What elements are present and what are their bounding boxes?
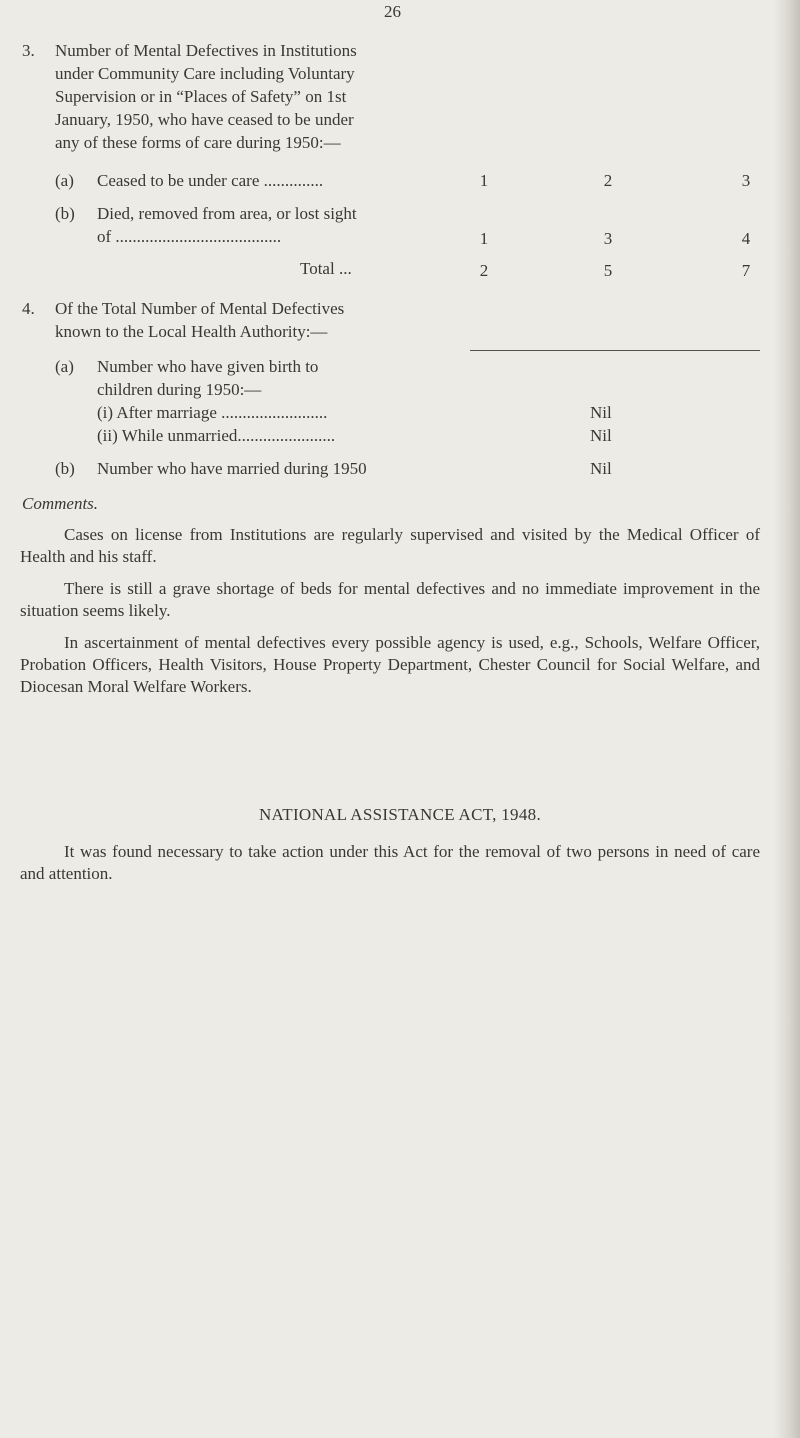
item4-a-text-2: children during 1950:— — [97, 380, 262, 399]
item4-number: 4. — [22, 299, 35, 318]
item4-a-label: (a) — [55, 357, 74, 376]
item4-i-value: Nil — [590, 403, 612, 422]
item3-a-value-1: 1 — [479, 171, 489, 190]
item3-line-5: any of these forms of care during 1950:— — [55, 133, 341, 152]
item3-total-value-3: 7 — [741, 261, 751, 280]
national-assistance-heading: NATIONAL ASSISTANCE ACT, 1948. — [258, 805, 541, 824]
item3-line-3: Supervision or in “Places of Safety” on 1st — [55, 87, 347, 106]
item3-b-text-2: of ....................................... — [97, 227, 282, 246]
item3-b-text-1: Died, removed from area, or lost sight — [97, 204, 357, 223]
comments-paragraph-3: In ascertainment of mental defectives every possible agency is used, e.g., Schools, Welfare Officer, Probation Officers, Health Visitors, House Property Department, Chester Council for Social Welfare, and Diocesan Moral Welfare Workers. — [20, 633, 760, 696]
item3-line-1: Number of Mental Defectives in Institutions — [55, 41, 357, 60]
item3-a-value-3: 3 — [741, 171, 751, 190]
item3-b-value-2: 3 — [603, 229, 613, 248]
item3-number: 3. — [22, 41, 35, 60]
item3-a-text: Ceased to be under care .............. — [97, 171, 324, 190]
item3-b-value-3: 4 — [741, 229, 751, 248]
item3-line-4: January, 1950, who have ceased to be under — [55, 110, 354, 129]
item4-a-text-1: Number who have given birth to — [97, 357, 319, 376]
item3-line-2: under Community Care including Voluntary — [55, 64, 355, 83]
comments-paragraph-1: Cases on license from Institutions are regularly supervised and visited by the Medical Officer of Health and his staff. — [20, 525, 760, 566]
item3-b-label: (b) — [55, 204, 75, 223]
item3-total-label: Total ... — [300, 259, 352, 278]
item4-ii-value: Nil — [590, 426, 612, 445]
item4-b-label: (b) — [55, 459, 75, 478]
comments-heading: Comments. — [22, 494, 99, 513]
item4-line-2: known to the Local Health Authority:— — [55, 322, 328, 341]
total-rule — [470, 350, 760, 351]
item4-b-value: Nil — [590, 459, 612, 478]
item3-b-value-1: 1 — [479, 229, 489, 248]
page-number: 26 — [384, 2, 401, 21]
comments-paragraph-2: There is still a grave shortage of beds for mental defectives and no immediate improvement in the situation seems likely. — [20, 579, 760, 620]
item3-total-value-2: 5 — [603, 261, 613, 280]
national-assistance-paragraph: It was found necessary to take action under this Act for the removal of two persons in need of care and attention. — [20, 842, 760, 883]
item3-a-label: (a) — [55, 171, 74, 190]
item4-ii-text: (ii) While unmarried....................... — [97, 426, 336, 445]
item4-b-text: Number who have married during 1950 — [97, 459, 367, 478]
item3-total-value-1: 2 — [479, 261, 489, 280]
item3-a-value-2: 2 — [603, 171, 613, 190]
item4-i-text: (i) After marriage ......................... — [97, 403, 328, 422]
page-edge-shadow — [774, 0, 800, 1438]
item4-line-1: Of the Total Number of Mental Defectives — [55, 299, 345, 318]
